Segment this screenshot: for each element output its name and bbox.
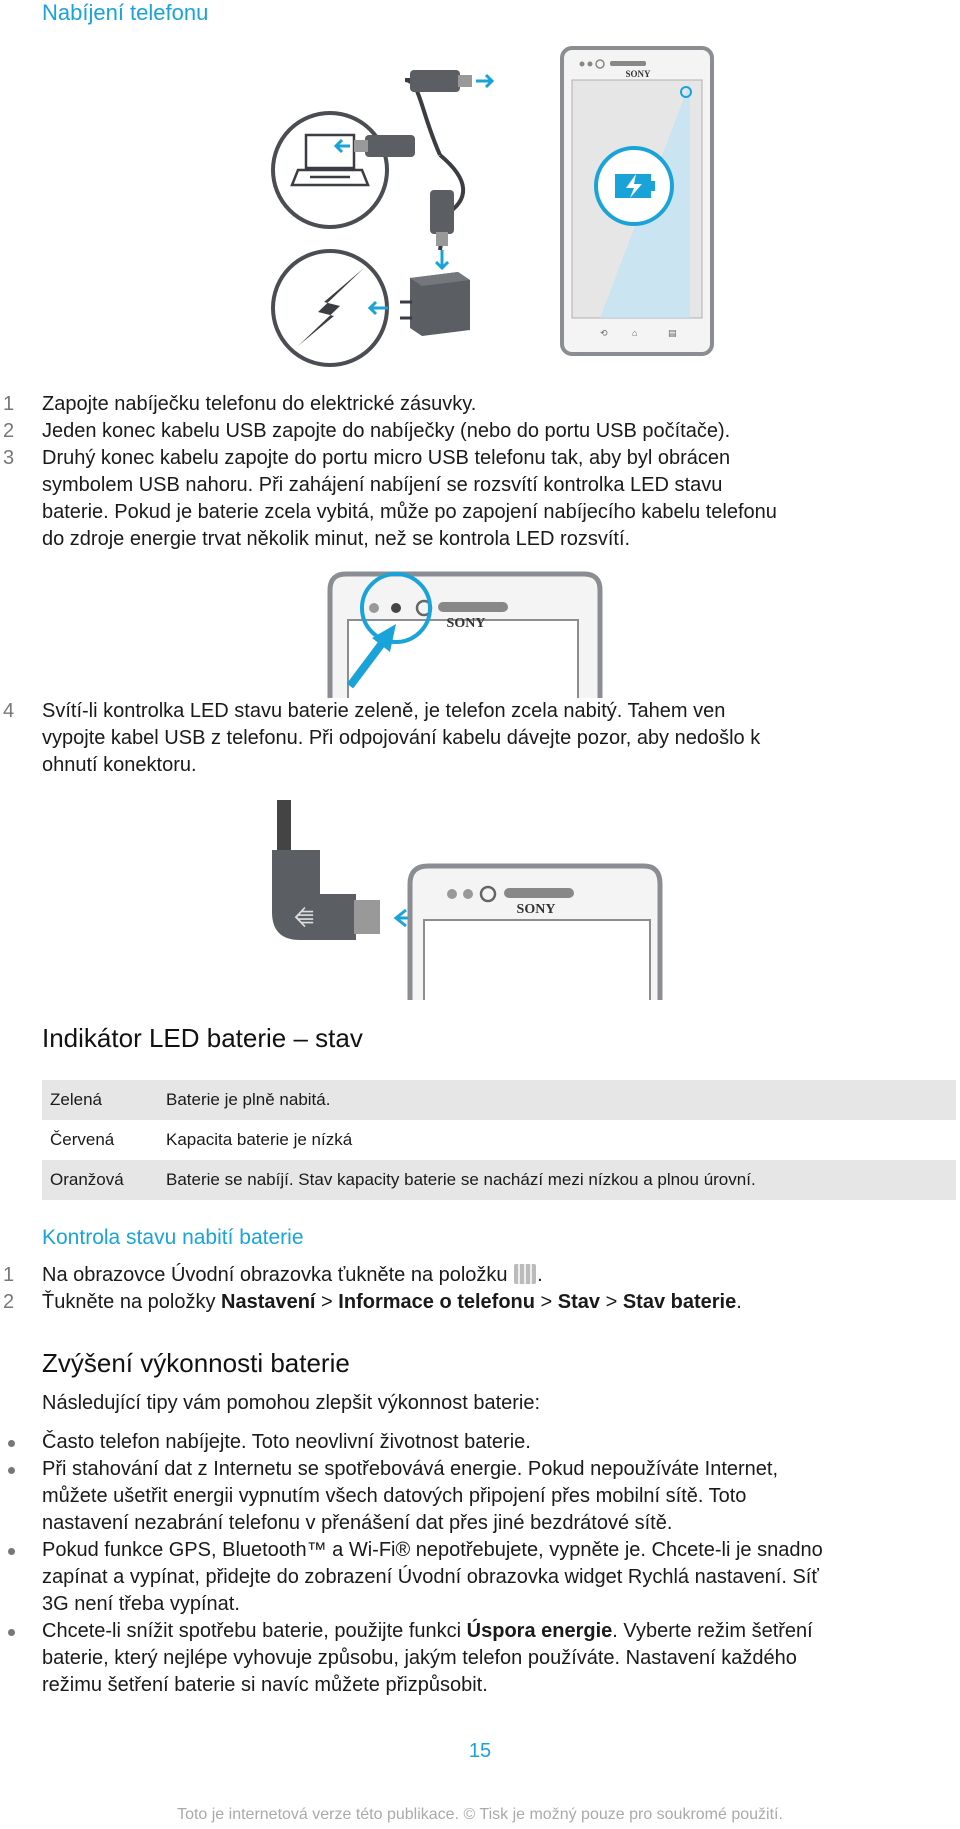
footer-note: Toto je internetová verze této publikace. © Tisk je možný pouze pro soukromé použití.: [177, 1806, 783, 1823]
micro-usb-plug: [410, 70, 460, 92]
led-desc: Kapacita baterie je nízká: [166, 1130, 353, 1149]
battery-performance-title: Zvýšení výkonnosti baterie: [42, 1348, 350, 1378]
check-step-1: 1 Na obrazovce Úvodní obrazovka ťukněte na položku .: [3, 1264, 543, 1286]
table-row: [42, 1080, 956, 1120]
arrow-down: [436, 250, 448, 268]
check-steps: [0, 1262, 960, 1316]
step-4-list: [0, 698, 960, 779]
section-title: Nabíjení telefonu: [42, 0, 209, 25]
lightning-icon: [298, 268, 364, 346]
led-color: Červená: [50, 1130, 115, 1149]
led-status-table: [42, 1080, 956, 1200]
led-status-title: Indikátor LED baterie – stav: [42, 1023, 363, 1053]
list-item: Často telefon nabíjejte. Toto neovlivní životnost baterie.: [0, 1429, 960, 1456]
check-step-2: 2 Ťukněte na položky Nastavení > Informace o telefonu > Stav > Stav baterie.: [3, 1291, 742, 1313]
svg-text:⌂: ⌂: [632, 328, 638, 338]
led-color: Oranžová: [42, 1160, 158, 1200]
usb-symbol-icon: ⭅: [294, 906, 314, 931]
led-color: Zelená: [42, 1080, 158, 1120]
sony-logo-1: SONY: [625, 69, 651, 79]
sony-logo-2: SONY: [446, 616, 486, 631]
charging-steps: [0, 391, 960, 553]
tips-list: [0, 1429, 960, 1699]
arrow-left: [336, 140, 350, 152]
arrow-right: [476, 75, 492, 87]
charging-illustration: [270, 40, 730, 370]
usb-a-plug: [365, 135, 415, 157]
svg-text:▤: ▤: [668, 328, 677, 338]
check-battery-title: Kontrola stavu nabití baterie: [42, 1226, 304, 1249]
usb-plug-vertical: [430, 190, 454, 234]
step-4: 4 Svítí-li kontrolka LED stavu baterie zeleně, je telefon zcela nabitý. Tahem ven vypojte kabel USB z telefonu. Při odpojování kabelu dávejte pozor, aby nedošlo k ohnutí konektoru.: [3, 700, 761, 776]
list-item: Při stahování dat z Internetu se spotřebovává energie. Pokud nepoužíváte Internet, můžete ušetřit energii vypnutím všech datových připojení přes mobilní sítě. Toto nastavení nezabrání telefonu v přenášení dat přes jiné bezdrátové sítě.: [0, 1456, 960, 1537]
list-item: Pokud funkce GPS, Bluetooth™ a Wi-Fi® nepotřebujete, vypněte je. Chcete-li je snadno zapínat a vypínat, přidejte do zobrazení Úvodní obrazovka widget Rychlá nastavení. Síť 3G není třeba vypínat.: [0, 1537, 960, 1618]
led-illustration: [320, 570, 610, 698]
svg-text:⟲: ⟲: [600, 328, 608, 338]
step-1: 1 Zapojte nabíječku telefonu do elektrické zásuvky.: [3, 393, 477, 415]
step-2: 2 Jeden konec kabelu USB zapojte do nabíječky (nebo do portu USB počítače).: [3, 420, 731, 442]
step-3: 3 Druhý konec kabelu zapojte do portu micro USB telefonu tak, aby byl obrácen symbolem USB nahoru. Při zahájení nabíjení se rozsvítí kontrolka LED stavu baterie. Pokud je baterie zcela vybitá, může po zapojení nabíjecího kabelu telefonu do zdroje energie trvat několik minut, než se kontrola LED rozsvítí.: [3, 447, 777, 550]
table-row: [42, 1120, 956, 1160]
led-desc: Baterie se nabíjí. Stav kapacity baterie se nachází mezi nízkou a plnou úrovní.: [158, 1160, 956, 1200]
cable-connector: [272, 850, 356, 940]
led-desc: Baterie je plně nabitá.: [158, 1080, 956, 1120]
list-item: Chcete-li snížit spotřebu baterie, použijte funkci Úspora energie. Vyberte režim šetření baterie, který nejlépe vyhovuje způsobu, jakým telefon používáte. Nastavení každého režimu šetření baterie si navíc můžete přizpůsobit.: [0, 1618, 960, 1699]
performance-intro: Následující tipy vám pomohou zlepšit výkonnost baterie:: [42, 1392, 541, 1414]
sony-logo-3: SONY: [516, 902, 556, 917]
table-row: [42, 1160, 956, 1200]
apps-grid-icon: [514, 1264, 536, 1284]
page-number: 15: [468, 1740, 492, 1762]
unplug-illustration: [260, 800, 660, 1000]
